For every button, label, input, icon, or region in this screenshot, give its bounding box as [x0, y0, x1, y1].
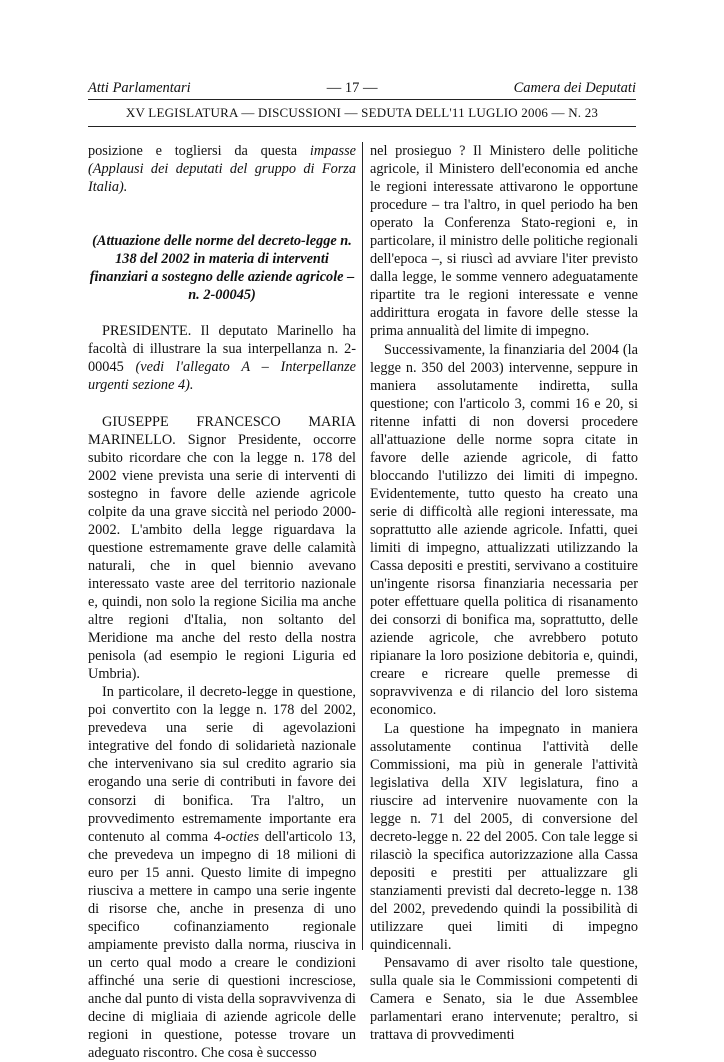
- paragraph-text: posizione e togliersi da questa: [88, 143, 310, 159]
- session-line-text: XV LEGISLATURA — DISCUSSIONI — SEDUTA DELL'11 LUGLIO 2006 — N. 23: [125, 105, 599, 120]
- paragraph: La questione ha impegnato in maniera assolutamente continua l'attività delle Commissioni, ma più in generale l'attività legislativa della XIV legislatura, fino a riuscire ad intervenire nuovamente con la legge n. 71 del 2005, di conversione del decreto-legge n. 22 del 2005. Con tale legge si rilasciò la specifica autorizzazione alla Cassa depositi e prestiti per attualizzare gli stanziamenti previsti dal decreto-legge n. 138 del 2002, prevedendo quindi la possibilità di utilizzare quei limiti di impegno quindicennali.: [370, 720, 638, 954]
- paragraph: nel prosieguo ? Il Ministero delle politiche agricole, il Ministero dell'economia ed anche le regioni interessate attivarono le opportune procedure – tra l'altro, in quel periodo ha ben operato la Conferenza Stato-regioni e, in particolare, il ministro delle politiche regionali dell'epoca –, si riuscì ad avviare l'iter previsto dalla legge, le somme vennero adeguatamente ripartite tra le regioni interessate e venne addirittura erogata in favore delle stesse la prima annualità del limite di impegno.: [370, 143, 638, 340]
- paragraph-text: dell'articolo 13, che prevedeva un impegno di 18 milioni di euro per 15 anni. Questo limite di impegno riusciva a mettere in campo una serie ingente di risorse che, anche in presenza di uno specifico cofinanziamento regionale ampiamente previsto dalla norma, riusciva in un certo qual modo a creare le condizioni affinché una serie di questioni incresciose, anche dal punto di vista della sopravvivenza di decine di migliaia di aziende agricole delle regioni in questione, potesse trovare un adeguato riscontro. Che cosa è successo: [88, 828, 356, 1062]
- paragraph: GIUSEPPE FRANCESCO MARIA MARINELLO. Signor Presidente, occorre subito ricordare che con la legge n. 178 del 2002 viene prevista una serie di interventi di sostegno in favore delle aziende agricole colpite da una grave siccità nel periodo 2000-2002. L'ambito della legge riguardava la questione estremamente grave delle calamità naturali, che in quel biennio avevano interessato vaste aree del territorio nazionale e, quindi, non solo la regione Sicilia ma anche altre regioni d'Italia, non soltanto del Meridione ma anche del resto della nostra penisola (ad esempio le regioni Liguria ed Umbria).: [88, 413, 356, 683]
- left-column: [88, 142, 356, 1062]
- paragraph-italic: octies: [225, 828, 260, 845]
- paragraph: Pensavamo di aver risolto tale questione, sulla quale sia le Commissioni competenti di Camera e Senato, sia le due Assemblee parlamentari erano intervenute; peraltro, si trattava di provvedimenti: [370, 955, 638, 1044]
- paragraph-italic: (vedi l'allegato A – Interpellanze urgenti sezione 4).: [88, 359, 356, 394]
- header-right: Camera dei Deputati: [513, 80, 636, 96]
- session-line: [88, 105, 636, 121]
- paragraph: [88, 142, 356, 196]
- paragraph: Successivamente, la finanziaria del 2004 (la legge n. 350 del 2003) intervenne, seppure in maniera assolutamente indiretta, sulla questione; con l'articolo 3, commi 16 e 20, si ritenne infatti di non doversi procedere all'attuazione delle norme sopra citate in favore delle aziende agricole, di fatto bloccando l'utilizzo dei limiti di impegno. Evidentemente, tutto questo ha creato una serie di difficoltà alle regioni interessate, ma soprattutto alle aziende agricole. Infatti, quei limiti di impegno, attualizzati utilizzando la Cassa depositi e prestiti, servivano a costituire un'ingente risorsa finanziaria necessaria per poter effettuare quella politica di risanamento dei consorzi di bonifica ma, soprattutto, delle aziende agricole, che avrebbero potuto ripianare la loro posizione debitoria e, quindi, creare e ricreare quelle premesse di sopravvivenza e di rilancio del loro sistema economico.: [370, 341, 638, 719]
- paragraph: [88, 683, 356, 1062]
- section-heading: (Attuazione delle norme del decreto-legge n. 138 del 2002 in materia di interventi finanziari a sostegno delle aziende agricole –n. 2-00045): [89, 233, 355, 304]
- header-rule-top: [88, 99, 636, 100]
- column-divider: [362, 142, 363, 950]
- header-rule-bottom: [88, 126, 636, 127]
- header-left: Atti Parlamentari: [88, 80, 191, 96]
- paragraph-italic: impasse: [309, 143, 356, 159]
- paragraph-text: In particolare, il decreto-legge in questione, poi convertito con la legge n. 178 del 2002, prevedeva una serie di agevolazioni integrative del fondo di solidarietà nazionale che intervenivano sia sul credito agrario sia erogando una serie di contributi in favore dei consorzi di bonifica. Tra l'altro, un provvedimento estremamente importante era contenuto al comma 4-: [88, 684, 356, 845]
- running-header: [88, 80, 636, 97]
- page-number: — 17 —: [326, 80, 378, 96]
- paragraph-text: PRESIDENTE. Il deputato Marinello ha facoltà di illustrare la sua interpellanza n. 2-00045: [88, 323, 356, 376]
- right-column: [370, 142, 638, 1044]
- applause-note: (Applausi dei deputati del gruppo di Forza Italia).: [88, 161, 356, 196]
- paragraph: [88, 322, 356, 394]
